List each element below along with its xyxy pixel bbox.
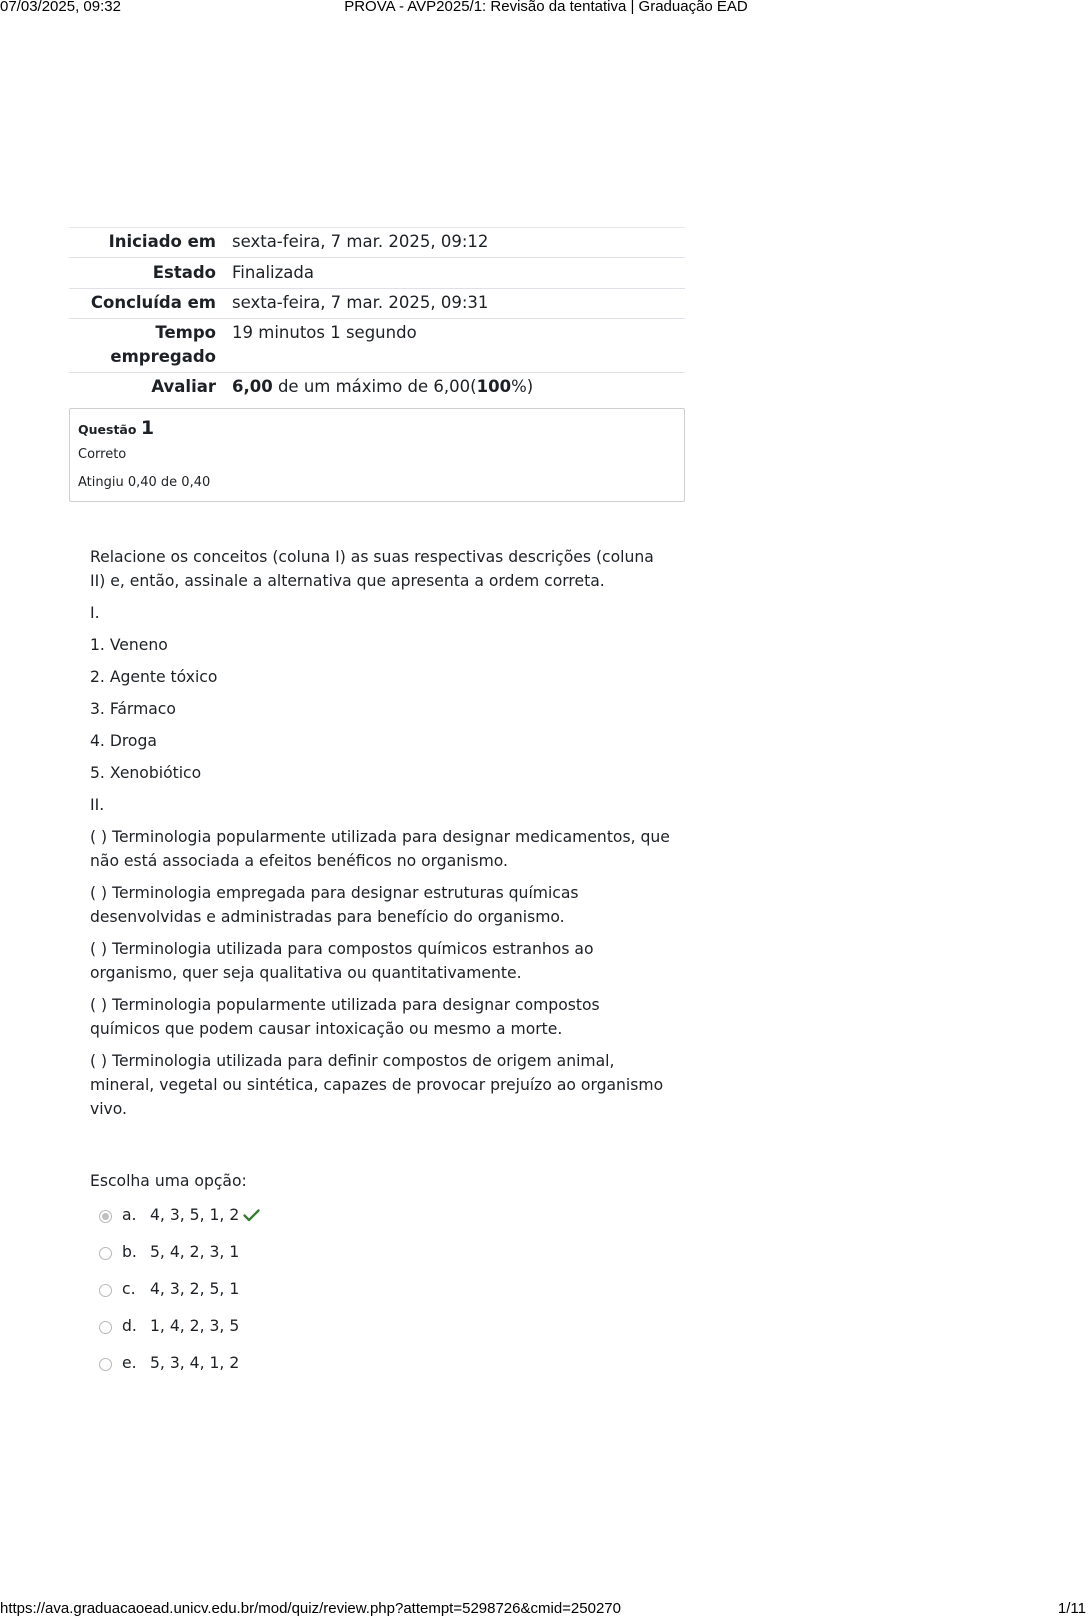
time-taken-label: Tempo empregado — [110, 323, 216, 366]
grade-label: Avaliar — [151, 377, 216, 396]
choose-option-prompt: Escolha uma opção: — [90, 1172, 247, 1190]
question-number: Questão 1 — [78, 417, 155, 439]
print-datetime: 07/03/2025, 09:32 — [0, 0, 121, 15]
radio-button[interactable] — [99, 1358, 112, 1371]
concept-item: 1. Veneno — [90, 636, 168, 654]
option-letter: c. — [122, 1280, 136, 1298]
option-letter: e. — [122, 1354, 137, 1372]
state-value: Finalizada — [232, 263, 314, 282]
option-letter: d. — [122, 1317, 137, 1335]
concept-item: 5. Xenobiótico — [90, 764, 202, 782]
option-text: 5, 4, 2, 3, 1 — [150, 1243, 240, 1261]
print-page-title: PROVA - AVP2025/1: Revisão da tentativa | Graduação EAD — [344, 0, 748, 15]
page-number: 1/11 — [1057, 1600, 1086, 1617]
started-value: sexta-feira, 7 mar. 2025, 09:12 — [232, 232, 489, 251]
option-text: 5, 3, 4, 1, 2 — [150, 1354, 240, 1372]
grade-score: 6,00 — [232, 377, 273, 396]
page-url: https://ava.graduacaoead.unicv.edu.br/mod/quiz/review.php?attempt=5298726&cmid=250270 — [0, 1600, 621, 1617]
grade-value: 6,00 de um máximo de 6,00(100%) — [232, 377, 534, 396]
description-item: ( ) Terminologia popularmente utilizada para designar medicamentos, que não está associada a efeitos benéficos no organismo. — [90, 828, 670, 870]
question-intro: Relacione os conceitos (coluna I) as suas respectivas descrições (coluna II) e, então, assinale a alternativa que apresenta a ordem correta. — [90, 548, 654, 590]
radio-button[interactable] — [99, 1247, 112, 1260]
column-2-heading: II. — [90, 796, 105, 814]
radio-button-selected[interactable] — [99, 1210, 112, 1223]
concept-item: 3. Fármaco — [90, 700, 176, 718]
completed-label: Concluída em — [90, 293, 216, 312]
print-footer — [0, 1600, 1092, 1620]
description-item: ( ) Terminologia utilizada para compostos químicos estranhos ao organismo, quer seja qualitativa ou quantitativamente. — [90, 940, 594, 982]
grade-percent: 100 — [476, 377, 512, 396]
question-state: Correto — [78, 447, 127, 462]
concept-item: 4. Droga — [90, 732, 157, 750]
state-label: Estado — [152, 263, 216, 282]
column-1-heading: I. — [90, 604, 100, 622]
option-letter: b. — [122, 1243, 137, 1261]
radio-button[interactable] — [99, 1284, 112, 1297]
description-item: ( ) Terminologia popularmente utilizada para designar compostos químicos que podem causar intoxicação ou mesmo a morte. — [90, 996, 600, 1038]
description-item: ( ) Terminologia empregada para designar estruturas químicas desenvolvidas e administradas para benefício do organismo. — [90, 884, 579, 926]
description-item: ( ) Terminologia utilizada para definir compostos de origem animal, mineral, vegetal ou sintética, capazes de provocar prejuízo ao organismo vivo. — [90, 1052, 664, 1118]
option-text: 1, 4, 2, 3, 5 — [150, 1317, 240, 1335]
time-taken-value: 19 minutos 1 segundo — [232, 323, 417, 342]
question-text — [90, 545, 670, 1129]
started-label: Iniciado em — [108, 232, 216, 251]
check-icon — [243, 1208, 260, 1226]
radio-button[interactable] — [99, 1321, 112, 1334]
option-text: 4, 3, 2, 5, 1 — [150, 1280, 240, 1298]
concept-item: 2. Agente tóxico — [90, 668, 218, 686]
completed-value: sexta-feira, 7 mar. 2025, 09:31 — [232, 293, 489, 312]
question-info-box — [69, 408, 685, 502]
option-letter: a. — [122, 1206, 137, 1224]
attempt-summary-table — [69, 227, 685, 402]
option-text: 4, 3, 5, 1, 2 — [150, 1206, 240, 1224]
question-grade: Atingiu 0,40 de 0,40 — [78, 475, 211, 490]
print-header — [0, 0, 1092, 18]
